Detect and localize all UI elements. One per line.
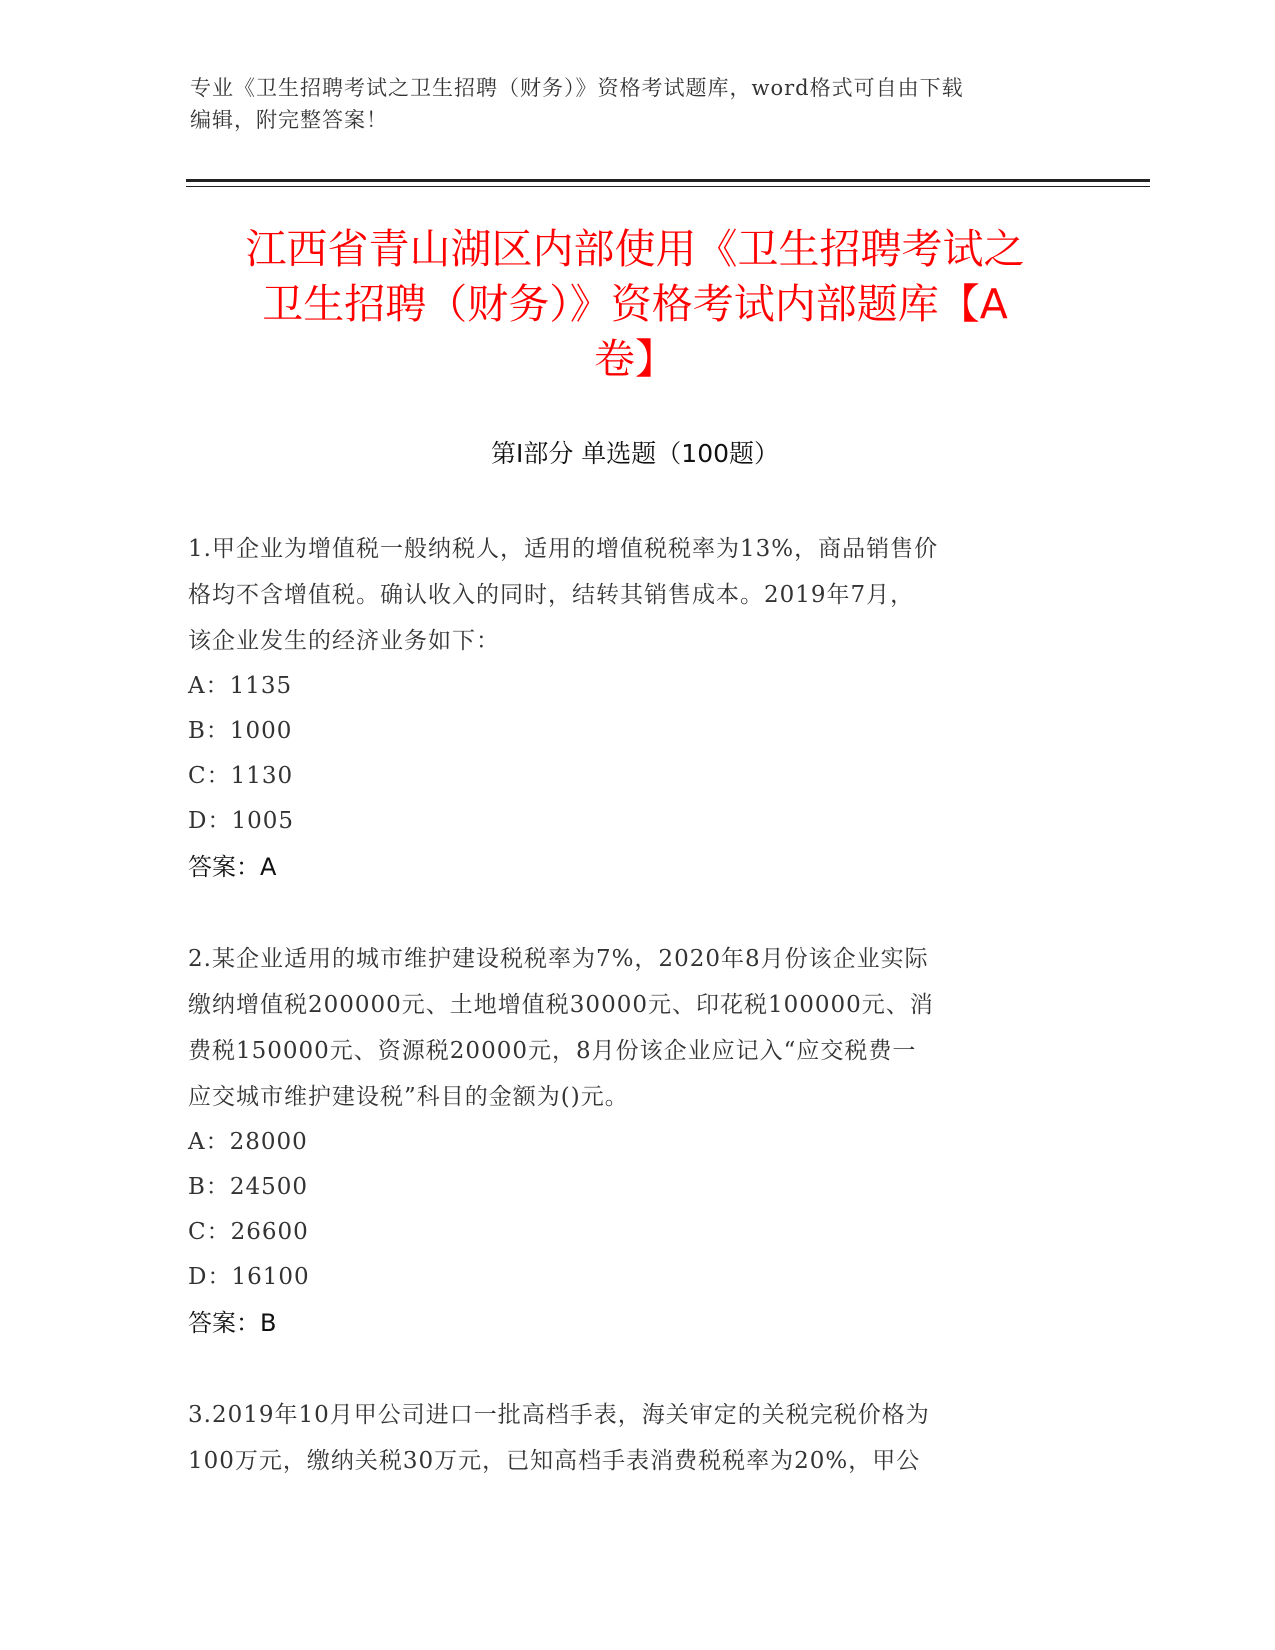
question-stem-line: 应交城市维护建设税”科目的金额为()元。 (188, 1084, 629, 1110)
header-note-line: 编辑，附完整答案！ (190, 108, 388, 132)
question-3 (188, 1392, 1078, 1484)
question-stem-line: 100万元，缴纳关税30万元，已知高档手表消费税税率为20%，甲公 (188, 1448, 921, 1474)
document-title-line: 卷】 (594, 335, 676, 383)
document-title (190, 222, 1080, 387)
header-note-line: 专业《卫生招聘考试之卫生招聘（财务）》资格考试题库，word格式可自由下载 (190, 76, 964, 100)
question-stem-line: 缴纳增值税200000元、土地增值税30000元、印花税100000元、消 (188, 992, 934, 1018)
section-title: 第Ⅰ部分 单选题（100题） (490, 439, 780, 468)
option-d: D：16100 (188, 1264, 310, 1290)
question-2 (188, 936, 1078, 1346)
question-stem-line: 3.2019年10月甲公司进口一批高档手表，海关审定的关税完税价格为 (188, 1402, 930, 1428)
question-stem-line: 费税150000元、资源税20000元，8月份该企业应记入“应交税费一 (188, 1038, 917, 1064)
header-divider-thick (186, 179, 1150, 182)
answer: 答案：A (188, 853, 277, 881)
question-stem-line: 该企业发生的经济业务如下： (188, 628, 500, 654)
header-divider-thin (186, 186, 1150, 187)
question-1 (188, 526, 1078, 890)
answer: 答案：B (188, 1309, 277, 1337)
document-title-line: 江西省青山湖区内部使用《卫生招聘考试之 (245, 225, 1025, 273)
question-list (188, 526, 1078, 1530)
option-b: B：24500 (188, 1174, 309, 1200)
option-a: A：28000 (188, 1129, 308, 1155)
option-b: B：1000 (188, 718, 293, 744)
option-a: A：1135 (188, 673, 293, 699)
question-stem-line: 2.某企业适用的城市维护建设税税率为7%，2020年8月份该企业实际 (188, 946, 929, 972)
question-stem-line: 1.甲企业为增值税一般纳税人，适用的增值税税率为13%，商品销售价 (188, 536, 939, 562)
question-stem-line: 格均不含增值税。确认收入的同时，结转其销售成本。2019年7月， (188, 582, 915, 608)
option-d: D：1005 (188, 808, 294, 834)
option-c: C：1130 (188, 763, 294, 789)
document-title-line: 卫生招聘（财务）》资格考试内部题库【A (262, 280, 1008, 328)
header-note (190, 72, 1070, 136)
option-c: C：26600 (188, 1219, 309, 1245)
